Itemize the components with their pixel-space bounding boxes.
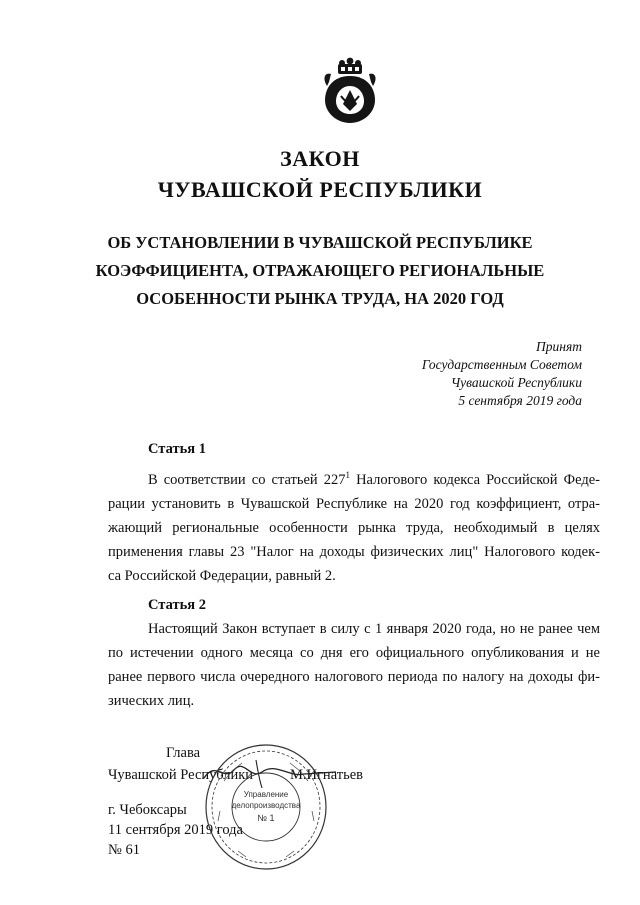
law-subject [80,229,560,313]
article-1-line-text: В соответствии со статьей 227 [148,472,346,488]
law-title-region: ЧУВАШСКОЙ РЕСПУБЛИКИ [157,177,483,202]
adoption-line: Принят [536,339,582,354]
law-subject-line: ОБ УСТАНОВЛЕНИИ В ЧУВАШСКОЙ РЕСПУБЛИКЕ [107,233,533,252]
superscript: 1 [345,470,350,480]
chuvashia-coat-of-arms-icon [319,56,381,126]
article-1-heading: Статья 1 [148,441,206,457]
article-1-line-text: Налогового кодекса Российской Феде- [350,472,600,488]
law-number: № 61 [108,842,140,858]
adoption-line: Государственным Советом [421,357,582,372]
article-1-line: применения главы 23 "Налог на доходы физических лиц" Налогового кодек- [108,544,600,560]
stamp-line: № 1 [257,813,275,823]
law-title: ЗАКОН [280,146,360,171]
article-1-line [108,463,600,492]
article-1-text [108,463,600,588]
adoption-note [322,338,582,410]
signature-title: Глава [166,745,201,761]
article-2-line: Настоящий Закон вступает в силу с 1 января 2020 года, но не ранее чем [148,621,600,637]
article-2-line: зических лиц. [108,693,195,709]
stamp-line: Управление [243,790,289,799]
signing-date: 11 сентября 2019 года [108,822,243,838]
official-stamp [202,741,330,873]
adoption-date: 5 сентября 2019 года [458,393,582,408]
article-1-line: са Российской Федерации, равный 2. [108,568,336,584]
place-city: г. Чебоксары [108,802,187,818]
law-subject-line: КОЭФФИЦИЕНТА, ОТРАЖАЮЩЕГО РЕГИОНАЛЬНЫЕ [95,261,545,280]
signature-region: Чувашской Республики [108,767,254,783]
article-1-line: жающий региональные особенности рынка труда, необходимый в целях [108,520,600,536]
article-2-line: по истечении одного месяца со дня его официального опубликования и не [108,645,600,661]
adoption-line: Чувашской Республики [450,375,582,390]
article-1-line: рации установить в Чувашской Республике на 2020 год коэффициент, отра- [108,496,600,512]
stamp-line: делопроизводства [231,801,301,810]
article-2-text [108,617,600,713]
article-2-line: ранее первого числа очередного налогового периода по налогу на доходы фи- [108,669,600,685]
article-2-heading: Статья 2 [148,597,206,613]
signatory-name: М.Игнатьев [290,767,363,783]
law-subject-line: ОСОБЕННОСТИ РЫНКА ТРУДА, НА 2020 ГОД [136,289,504,308]
